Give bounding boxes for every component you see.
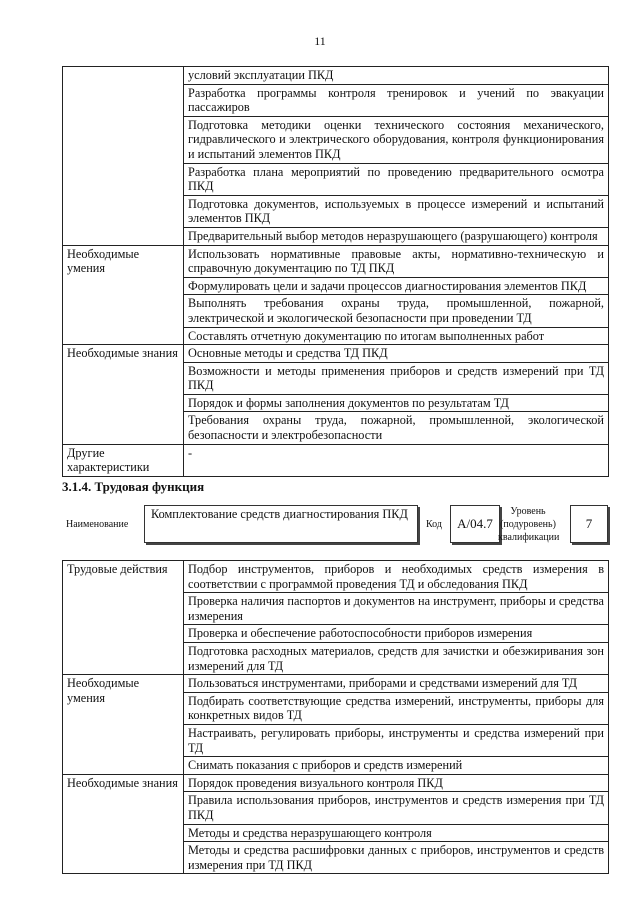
row-category-label: Необходимые умения bbox=[63, 675, 184, 775]
row-category-label: Необходимые знания bbox=[63, 345, 184, 445]
section-heading: 3.1.4. Трудовая функция bbox=[62, 479, 205, 494]
table-row bbox=[63, 345, 609, 363]
table-cell: условий эксплуатации ПКД bbox=[184, 67, 609, 85]
row-category-label: Необходимые умения bbox=[63, 245, 184, 345]
code-label: Код bbox=[426, 519, 442, 530]
row-category-label: Необходимые знания bbox=[63, 774, 184, 874]
table-row bbox=[63, 444, 609, 476]
table-cell: Методы и средства расшифровки данных с приборов, инструментов и средств измерения при ТД ПКД bbox=[184, 842, 609, 874]
table-cell: Подготовка методики оценки технического состояния механического, гидравлического и электрического оборудования, контроля функционирования и испытаний элементов ПКД bbox=[184, 116, 609, 163]
table-cell: Правила использования приборов, инструментов и средств измерения при ТД ПКД bbox=[184, 792, 609, 824]
table-cell: Снимать показания с приборов и средств измерений bbox=[184, 757, 609, 775]
table-row bbox=[63, 561, 609, 593]
table-cell: Формулировать цели и задачи процессов диагностирования элементов ПКД bbox=[184, 277, 609, 295]
table-cell: Подготовка расходных материалов, средств для зачистки и обезжиривания зон измерений для ТД bbox=[184, 642, 609, 674]
labor-function-table-2 bbox=[62, 560, 609, 874]
table-cell: Подбирать соответствующие средства измерений, инструменты, приборы для конкретных видов ТД bbox=[184, 692, 609, 724]
labor-function-table-1 bbox=[62, 66, 609, 477]
table-row bbox=[63, 675, 609, 693]
table-cell: Методы и средства неразрушающего контроля bbox=[184, 824, 609, 842]
row-category-label: Трудовые действия bbox=[63, 561, 184, 675]
table-cell: Выполнять требования охраны труда, промышленной, пожарной, электрической и экологической безопасности при проведении ТД bbox=[184, 295, 609, 327]
qualification-level-box: 7 bbox=[570, 505, 608, 543]
name-label: Наименование bbox=[66, 519, 129, 530]
qualification-level-label: Уровень (подуровень) квалификации bbox=[498, 506, 560, 543]
table-cell: Настраивать, регулировать приборы, инструменты и средства измерений при ТД bbox=[184, 724, 609, 756]
table-cell: Составлять отчетную документацию по итогам выполненных работ bbox=[184, 327, 609, 345]
table-row bbox=[63, 774, 609, 792]
table-cell: Подготовка документов, используемых в процессе измерений и испытаний элементов ПКД bbox=[184, 195, 609, 227]
row-category-label: Другие характеристики bbox=[63, 444, 184, 476]
table-cell: - bbox=[184, 444, 609, 476]
table-cell: Разработка программы контроля тренировок и учений по эвакуации пассажиров bbox=[184, 84, 609, 116]
table-cell: Требования охраны труда, пожарной, промышленной, экологической безопасности и электробезопасности bbox=[184, 412, 609, 444]
table-cell: Возможности и методы применения приборов и средств измерений при ТД ПКД bbox=[184, 362, 609, 394]
function-code-box: А/04.7 bbox=[450, 505, 500, 543]
table-cell: Предварительный выбор методов неразрушающего (разрушающего) контроля bbox=[184, 227, 609, 245]
row-category-label bbox=[63, 67, 184, 246]
table-cell: Подбор инструментов, приборов и необходимых средств измерения в соответствии с программой проведения ТД и обследования ПКД bbox=[184, 561, 609, 593]
table-cell: Проверка наличия паспортов и документов на инструмент, приборы и средства измерения bbox=[184, 593, 609, 625]
table-cell: Основные методы и средства ТД ПКД bbox=[184, 345, 609, 363]
table-row bbox=[63, 245, 609, 277]
table-cell: Пользоваться инструментами, приборами и средствами измерений для ТД bbox=[184, 675, 609, 693]
table-cell: Проверка и обеспечение работоспособности приборов измерения bbox=[184, 625, 609, 643]
table-cell: Использовать нормативные правовые акты, нормативно-техническую и справочную документацию по ТД ПКД bbox=[184, 245, 609, 277]
function-name-box: Комплектование средств диагностирования ПКД bbox=[144, 505, 418, 543]
table-cell: Порядок и формы заполнения документов по результатам ТД bbox=[184, 394, 609, 412]
table-row bbox=[63, 67, 609, 85]
table-cell: Разработка плана мероприятий по проведению предварительного осмотра ПКД bbox=[184, 163, 609, 195]
table-cell: Порядок проведения визуального контроля ПКД bbox=[184, 774, 609, 792]
page-number: 11 bbox=[314, 34, 326, 48]
